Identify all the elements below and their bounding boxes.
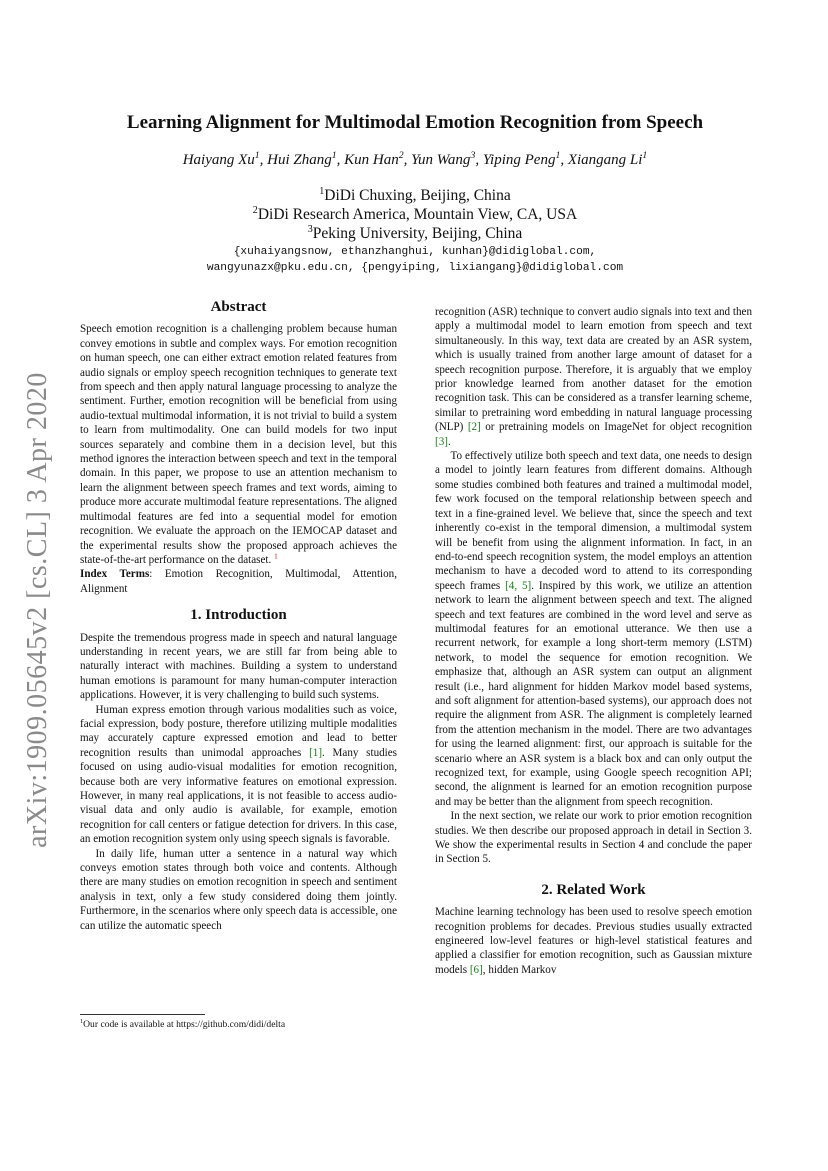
footnote-text: Our code is available at https://github.com/didi/delta [83, 1019, 286, 1030]
author-name: Yiping Peng [482, 152, 556, 168]
author-affiliation-mark: 1 [254, 150, 260, 161]
paper-title: Learning Alignment for Multimodal Emotion Recognition from Speech [126, 112, 704, 133]
citation-link[interactable]: [1] [309, 746, 323, 759]
arxiv-identifier [18, 370, 58, 850]
affiliation-mark: 2 [252, 204, 258, 216]
intro-text: Human express emotion through various modalities such as voice, facial expression, body posture, therefore utilizing multiple modalities may accurately capture expressed emotion and lead to better recognition results than unimodal approaches [80, 703, 397, 759]
right-column [435, 305, 752, 977]
body-text: . Inspired by this work, we utilize an attention network to learn the alignment between speech and text. The aligned speech and text features are combined in the word level and serve as multimodal features for an emotional utterance. We then use a recurrent network, for example a long short-term memory (LSTM) network, to model the sequence for emotion recognition. We emphasize that, although an ASR system can output an alignment result (i.e., hard alignment for hidden Markov model based systems, and soft alignment for attention-based systems), our approach does not require the alignment from ASR. The alignment is completely learned from the attention mechanism in the model. There are two advantages for using the learned alignment: first, our approach is suitable for the scenario where an ASR system is a black box and can only output the recognized text, for example, using Google speech recognition API; second, the alignment is learned for an emotion recognition purpose and may be better than the alignment from speech recognition. [435, 579, 752, 808]
footnote-rule [80, 1014, 205, 1015]
affiliation-text: Peking University, Beijing, China [312, 225, 523, 242]
body-paragraph [435, 305, 752, 449]
author-name: Kun Han [344, 152, 399, 168]
affiliation-text: DiDi Chuxing, Beijing, China [324, 187, 511, 204]
affiliation [80, 187, 750, 205]
affiliation [80, 225, 750, 243]
introduction-heading: 1. Introduction [190, 607, 287, 624]
affiliation-text: DiDi Research America, Mountain View, CA, USA [257, 206, 578, 223]
author-name: Hui Zhang [267, 152, 332, 168]
citation-link[interactable]: [3] [435, 435, 448, 448]
author-affiliation-mark: 1 [331, 150, 337, 161]
author-affiliation-mark: 1 [642, 150, 648, 161]
affiliation [80, 206, 750, 224]
intro-paragraph: Despite the tremendous progress made in speech and natural language understanding in recent years, we are still far from being able to naturally interact with machines. Building a system to understand human emotions is paramount for many human-computer interaction applications. However, it is very challenging to build such systems. [80, 631, 397, 702]
left-column [80, 300, 397, 933]
citation-link[interactable]: [6] [469, 963, 483, 976]
affiliation-mark: 1 [319, 185, 325, 197]
author-name: Yun Wang [411, 152, 471, 168]
abstract-paragraph [80, 322, 397, 567]
body-text: Machine learning technology has been used to resolve speech emotion recognition problems for decades. Previous studies usually extracted engineered low-level features or high-level statistical features and applied a classifier for emotion recognition, such as Gaussian mixture models [435, 906, 752, 976]
intro-text: . Many studies focused on using audio-visual modalities for emotion recognition, because both are very informative features on emotional expression. However, in many real applications, it is not feasible to access audio-visual data and only audio is available, for example, emotion recognition for call centers or fatigue detection for drivers. In this case, an emotion recognition system only using speech signals is favorable. [80, 746, 397, 846]
citation-link[interactable]: [2] [467, 421, 481, 434]
citation-link[interactable]: [4, 5] [505, 579, 532, 592]
body-text: or pretraining models on ImageNet for object recognition [480, 421, 753, 434]
affiliation-mark: 3 [307, 223, 313, 235]
author-affiliation-mark: 2 [398, 150, 404, 161]
email-line: wangyunazx@pku.edu.cn, {pengyiping, lixiangang}@didiglobal.com [206, 262, 624, 274]
footnote [80, 1014, 397, 1030]
author-list: Haiyang Xu$^1$, Hui Zhang$^1$, Kun Han$^2$, Yun Wang$^3$, Yiping Peng$^1$, Xiangang Li$^1$ [182, 150, 648, 168]
body-paragraph [435, 449, 752, 809]
body-text: recognition (ASR) technique to convert audio signals into text and then apply a multimodal model to learn emotion from speech and text simultaneously. In this way, text data are created by an ASR system, which is usually trained from another large amount of dataset for a speech recognition purpose. Therefore, it is arguably that we employ prior knowledge learned from another dataset for the emotion recognition task. This can be considered as a transfer learning scheme, similar to pretraining word embedding in natural language processing (NLP) [435, 306, 752, 434]
abstract-text: Speech emotion recognition is a challenging problem because human convey emotions in subtle and complex ways. For emotion recognition on human speech, one can either extract emotion related features from audio signals or employ speech recognition techniques to generate text from speech and then apply natural language processing to analyze the sentiment. Further, emotion recognition will be beneficial from using audio-textual multimodal information, it is not trivial to build a system to learn from multimodality. One can build models for two input sources separately and combine them in a decision level, but this method ignores the interaction between speech and text in the temporal domain. In this paper, we propose to use an attention mechanism to learn the alignment between speech frames and text words, aiming to produce more accurate multimodal feature representations. The aligned multimodal features are fed into a sequential model for emotion recognition. We evaluate the approach on the IEMOCAP dataset and the experimental results show the proposed approach achieves the state-of-the-art performance on the dataset. [80, 323, 397, 566]
author-name: Haiyang Xu [182, 152, 255, 168]
footnote-number: 1 [80, 1017, 84, 1025]
email-line: {xuhaiyangsnow, ethanzhanghui, kunhan}@didiglobal.com, [233, 246, 597, 258]
author-name: Xiangang Li [567, 152, 643, 168]
footnote-link[interactable]: 1 [274, 552, 278, 561]
intro-paragraph: In daily life, human utter a sentence in a natural way which conveys emotion states through both voice and contents. Although there are many studies on emotion recognition in speech and sentiment analysis in text, only a few study considered doing them jointly. Furthermore, in the scenarios where only speech data is accessible, one can utilize the automatic speech [80, 847, 397, 932]
index-terms-text: : Emotion Recognition, Multimodal, Attention, Alignment [80, 568, 397, 595]
index-terms-label: Index Terms [80, 568, 150, 581]
body-text: . [447, 435, 451, 448]
author-affiliation-mark: 3 [470, 150, 476, 161]
body-text: To effectively utilize both speech and text data, one needs to design a model to jointly learn features from different domains. Although some studies combined both features and trained a multimodal model, few work focused on the temporal relationship between speech and text in a fine-grained level. We believe that, since the speech and text inherently co-exist in the temporal dimension, a multimodal system will be benefit from using the alignment information. In fact, in an end-to-end speech recognition system, the model employs an attention mechanism to have a decoded word to attend to its corresponding speech frames [435, 450, 752, 592]
related-work-heading: 2. Related Work [541, 881, 646, 898]
author-affiliation-mark: 1 [555, 150, 561, 161]
index-terms [80, 567, 397, 596]
arxiv-identifier-text: arXiv:1909.05645v2 [cs.CL] 3 Apr 2020 [22, 372, 53, 848]
abstract-heading: Abstract [210, 299, 267, 315]
body-text: , hidden Markov [482, 963, 557, 976]
body-paragraph: In the next section, we relate our work to prior emotion recognition studies. We then describe our proposed approach in detail in Section 3. We show the experimental results in Section 4 and conclude the paper in Section 5. [435, 810, 752, 866]
related-work-paragraph [435, 905, 752, 977]
intro-paragraph [80, 703, 397, 847]
